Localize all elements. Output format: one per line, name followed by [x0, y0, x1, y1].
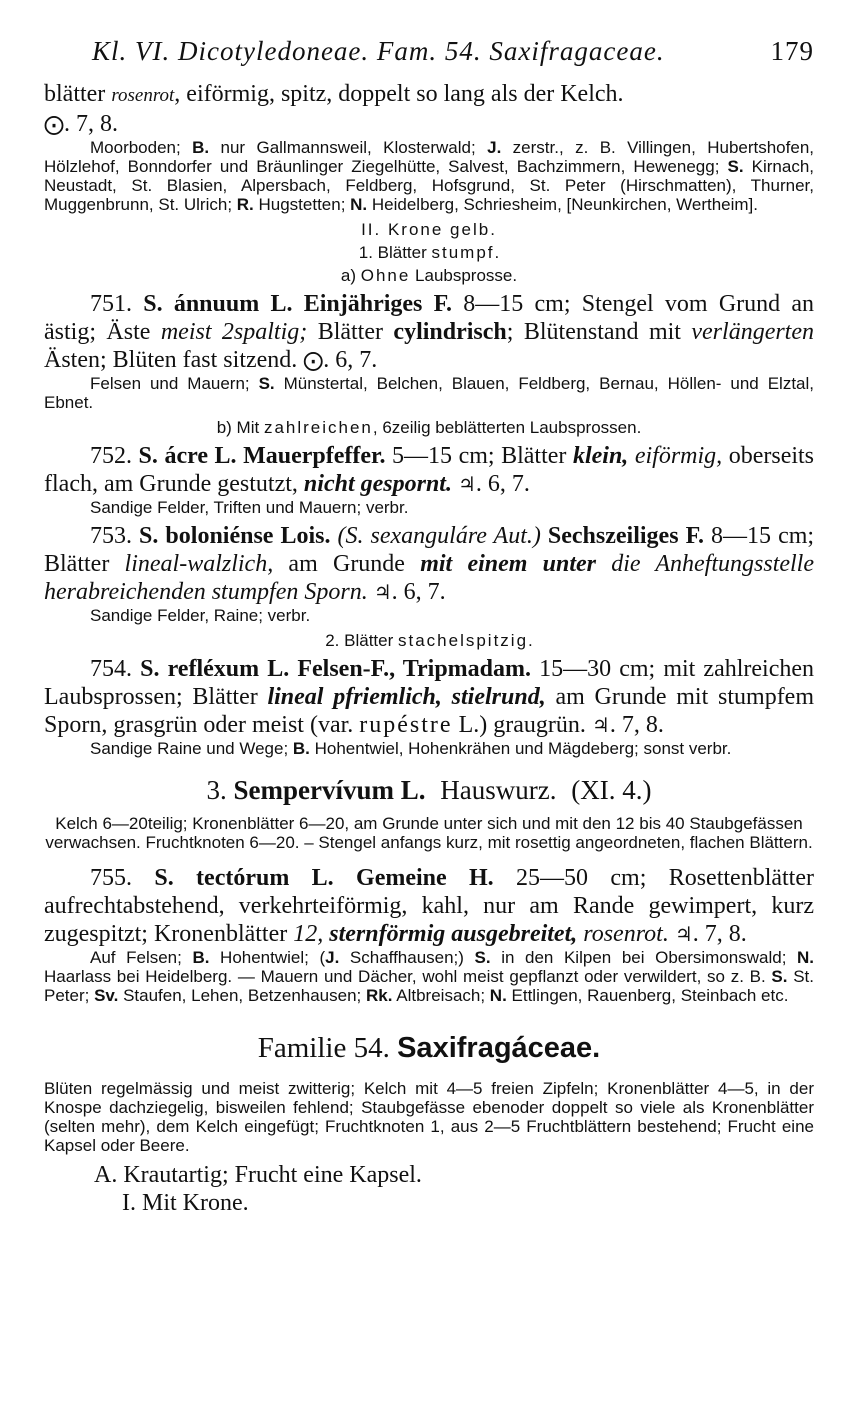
key-ii: II. Krone gelb. [361, 220, 497, 239]
header-title: Kl. VI. Dicotyledoneae. Fam. 54. Saxifragaceae. [92, 36, 665, 66]
annual-icon: ⨀ [44, 112, 64, 136]
family-description: Blüten regelmässig und meist zwitterig; Kelch mit 4—5 freien Zipfeln; Kronenblätter 4—5, in der Knospe dachziegelig, bisweilen fehlend; Staubgefässe ebenoder doppelt so viele als Kronenblätter (selten mehr), dem Kelch eingefügt; Fruchtknoten 1, aus 2—5 Fruchtblättern bestehend; Frucht eine Kapsel oder Beere. [44, 1079, 814, 1155]
genus-description: Kelch 6—20teilig; Kronenblätter 6—20, am Grunde unter sich und mit den 12 bis 40 Staubgefässen verwachsen. Fruchtknoten 6—20. – Stengel anfangs kurz, mit rosettig angeordneten, flachen Blättern. [45, 814, 813, 852]
species-752-locality: Sandige Felder, Triften und Mauern; verbr. [90, 498, 409, 517]
page [44, 36, 814, 1217]
species-755: 755. S. tectórum L. Gemeine H. 25—50 cm; Rosettenblätter aufrechtabstehend, verkehrteiförmig, kahl, nur am Rande gewimpert, kurz zugespitzt; Kronenblätter 12, sternförmig ausgebreitet, rosenrot. ♃. 7, 8. [44, 865, 814, 947]
key-I: I. Mit Krone. [122, 1190, 249, 1216]
species-754-locality: Sandige Raine und Wege; B. Hohentwiel, Hohenkrähen und Mägdeberg; sonst verbr. [90, 739, 732, 758]
intro-text: blätter [44, 81, 112, 107]
intro-months: . 7, 8. [64, 111, 118, 137]
family-heading: Familie 54. Saxifragáceae. [257, 1032, 601, 1064]
species-751: 751. S. ánnuum L. Einjähriges F. 8—15 cm; Stengel vom Grund an ästig; Äste meist 2spaltig; Blätter cylindrisch; Blütenstand mit verlängerten Ästen; Blüten fast sitzend. ⨀. 6, 7. [44, 291, 815, 373]
species-754: 754. S. refléxum L. Felsen-F., Tripmadam. 15—30 cm; mit zahlreichen Laubsprossen; Blätter lineal pfriemlich, stielrund, am Grunde mit stumpfem Sporn, grasgrün oder meist (var. rupéstre L.) graugrün. ♃. 7, 8. [44, 656, 815, 738]
key-1: 1. Blätter stumpf. [358, 243, 500, 262]
species-753-locality: Sandige Felder, Raine; verbr. [90, 606, 311, 625]
intro-text-rest: , eiförmig, spitz, doppelt so lang als der Kelch. [174, 81, 624, 107]
key-A: A. Krautartig; Frucht eine Kapsel. [94, 1162, 422, 1188]
genus-heading-sempervivum: 3. Sempervívum L. Hauswurz. (XI. 4.) [206, 775, 652, 805]
intro-locality: Moorboden; B. nur Gallmannsweil, Klosterwald; J. zerstr., z. B. Villingen, Hubertshofen, Hölzlehof, Bonndorfer und Bräunlinger Ziegelhütte, Salvest, Bachzimmern, Hewenegg; S. Kirnach, Neustadt, St. Blasien, Alpersbach, Feldberg, Hofsgrund, St. Peter (Hirschmatten), Thurner, Muggenbrunn, St. Ulrich; R. Hugstetten; N. Heidelberg, Schriesheim, [Neunkirchen, Wertheim]. [44, 138, 814, 214]
species-752: 752. S. ácre L. Mauerpfeffer. 5—15 cm; Blätter klein, eiförmig, oberseits flach, am Grunde gestutzt, nicht gespornt. ♃. 6, 7. [44, 443, 815, 497]
key-2: 2. Blätter stachelspitzig. [325, 631, 533, 650]
page-number: 179 [770, 36, 814, 66]
running-header [44, 36, 814, 76]
species-753: 753. S. boloniénse Lois. (S. sexanguláre Aut.) Sechszeiliges F. 8—15 cm; Blätter lineal-walzlich, am Grunde mit einem unter die Anheftungsstelle herabreichenden stumpfen Sporn. ♃. 6, 7. [44, 523, 815, 605]
annual-icon: ⨀ [303, 348, 324, 372]
species-755-locality: Auf Felsen; B. Hohentwiel; (J. Schaffhausen;) S. in den Kilpen bei Obersimonswald; N. Haarlass bei Heidelberg. — Mauern und Dächer, wohl meist gepflanzt oder verwildert, so z. B. S. St. Peter; Sv. Staufen, Lehen, Betzenhausen; Rk. Altbreisach; N. Ettlingen, Rauenberg, Steinbach etc. [44, 948, 815, 1005]
key-b: b) Mit zahlreichen, 6zeilig beblätterten Laubsprossen. [216, 418, 642, 437]
intro-italic: rosenrot [111, 85, 175, 106]
perennial-icon: ♃ [457, 472, 476, 496]
perennial-icon: ♃ [591, 713, 610, 737]
key-a: a) Ohne Laubsprosse. [340, 266, 518, 285]
species-751-locality: Felsen und Mauern; S. Münstertal, Belchen, Blauen, Feldberg, Bernau, Höllen- und Elztal, Ebnet. [44, 374, 814, 412]
perennial-icon: ♃ [674, 922, 693, 946]
intro-paragraph [44, 80, 814, 138]
perennial-icon: ♃ [373, 580, 392, 604]
